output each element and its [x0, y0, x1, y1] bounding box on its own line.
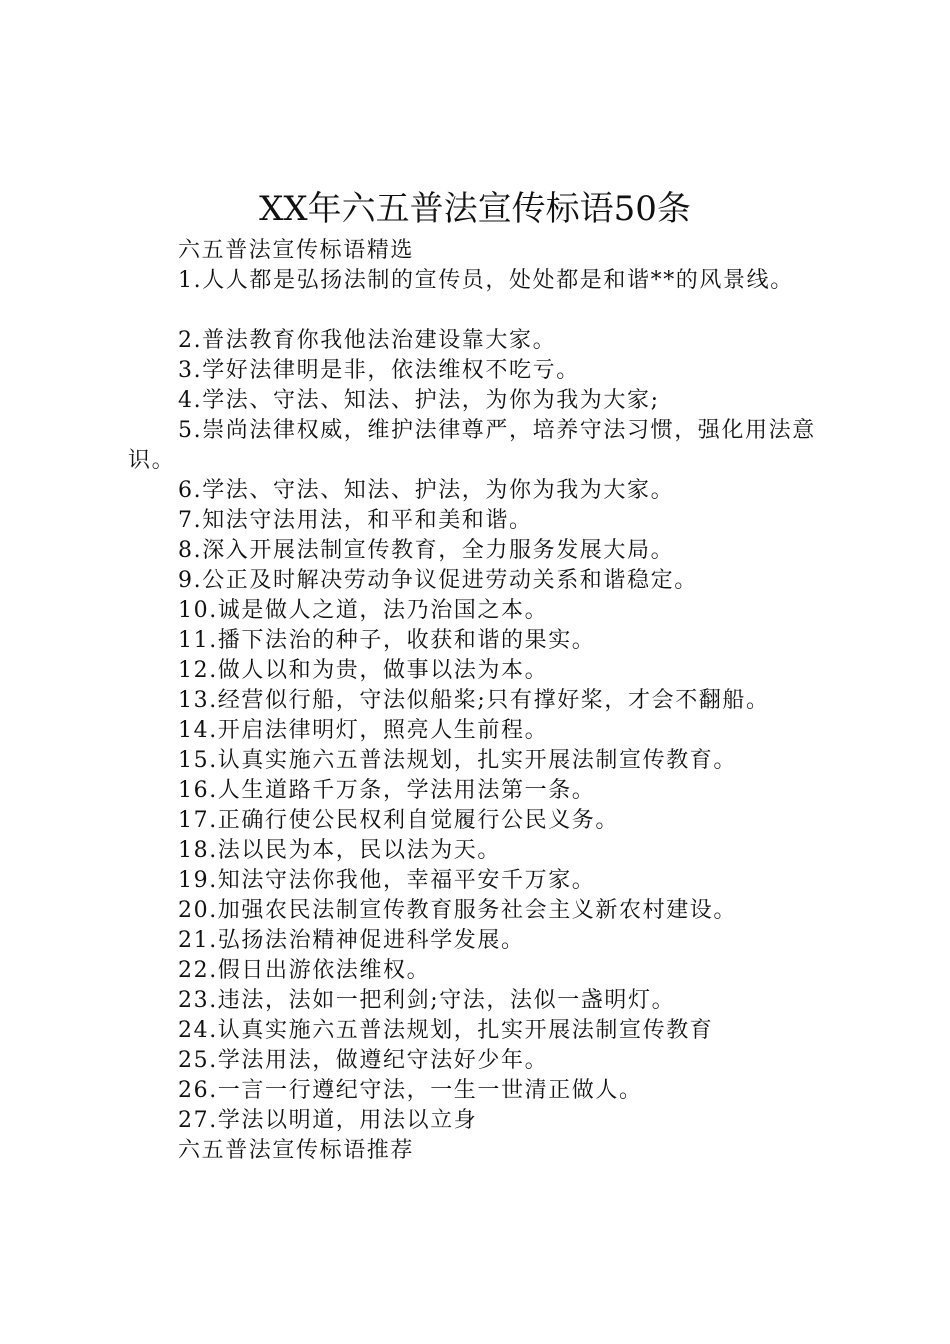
slogan-item: 10.诚是做人之道，法乃治国之本。 — [178, 598, 549, 623]
section-heading: 六五普法宣传标语精选 — [178, 238, 415, 263]
slogan-item: 27.学法以明道，用法以立身 — [178, 1108, 478, 1133]
slogan-item: 6.学法、守法、知法、护法，为你为我为大家。 — [178, 478, 675, 503]
slogan-item: 21.弘扬法治精神促进科学发展。 — [178, 928, 525, 953]
slogan-item: 17.正确行使公民权利自觉履行公民义务。 — [178, 808, 619, 833]
slogan-item: 15.认真实施六五普法规划，扎实开展法制宣传教育。 — [178, 748, 737, 773]
slogan-item: 23.违法，法如一把利剑;守法，法似一盏明灯。 — [178, 988, 676, 1013]
document-title: XX年六五普法宣传标语50条 — [259, 189, 691, 229]
slogan-item: 5.崇尚法律权威，维护法律尊严，培养守法习惯，强化用法意识。 — [128, 418, 816, 473]
slogan-item: 25.学法用法，做遵纪守法好少年。 — [178, 1048, 549, 1073]
slogan-item: 11.播下法治的种子，收获和谐的果实。 — [178, 628, 596, 653]
blank-line — [128, 296, 858, 326]
slogan-item: 16.人生道路千万条，学法用法第一条。 — [178, 778, 596, 803]
slogan-item: 20.加强农民法制宣传教育服务社会主义新农村建设。 — [178, 898, 737, 923]
slogan-item: 24.认真实施六五普法规划，扎实开展法制宣传教育 — [178, 1018, 714, 1043]
slogan-item: 13.经营似行船，守法似船桨;只有撑好桨，才会不翻船。 — [178, 688, 770, 713]
slogan-item: 22.假日出游依法维权。 — [178, 958, 431, 983]
slogan-item: 26.一言一行遵纪守法，一生一世清正做人。 — [178, 1078, 643, 1103]
slogan-item: 18.法以民为本，民以法为天。 — [178, 838, 501, 863]
slogan-item: 7.知法守法用法，和平和美和谐。 — [178, 508, 533, 533]
slogan-item: 1.人人都是弘扬法制的宣传员，处处都是和谐**的风景线。 — [178, 268, 794, 293]
slogan-item: 19.知法守法你我他，幸福平安千万家。 — [178, 868, 596, 893]
section-heading: 六五普法宣传标语推荐 — [178, 1138, 415, 1163]
slogan-item: 12.做人以和为贵，做事以法为本。 — [178, 658, 549, 683]
slogan-item: 4.学法、守法、知法、护法，为你为我为大家; — [178, 388, 660, 413]
slogan-item: 8.深入开展法制宣传教育，全力服务发展大局。 — [178, 538, 675, 563]
slogan-item: 9.公正及时解决劳动争议促进劳动关系和谐稳定。 — [178, 568, 698, 593]
slogan-item: 14.开启法律明灯，照亮人生前程。 — [178, 718, 549, 743]
slogan-item: 3.学好法律明是非，依法维权不吃亏。 — [178, 358, 580, 383]
slogan-item: 2.普法教育你我他法治建设靠大家。 — [178, 328, 557, 353]
document-body — [128, 236, 858, 1166]
